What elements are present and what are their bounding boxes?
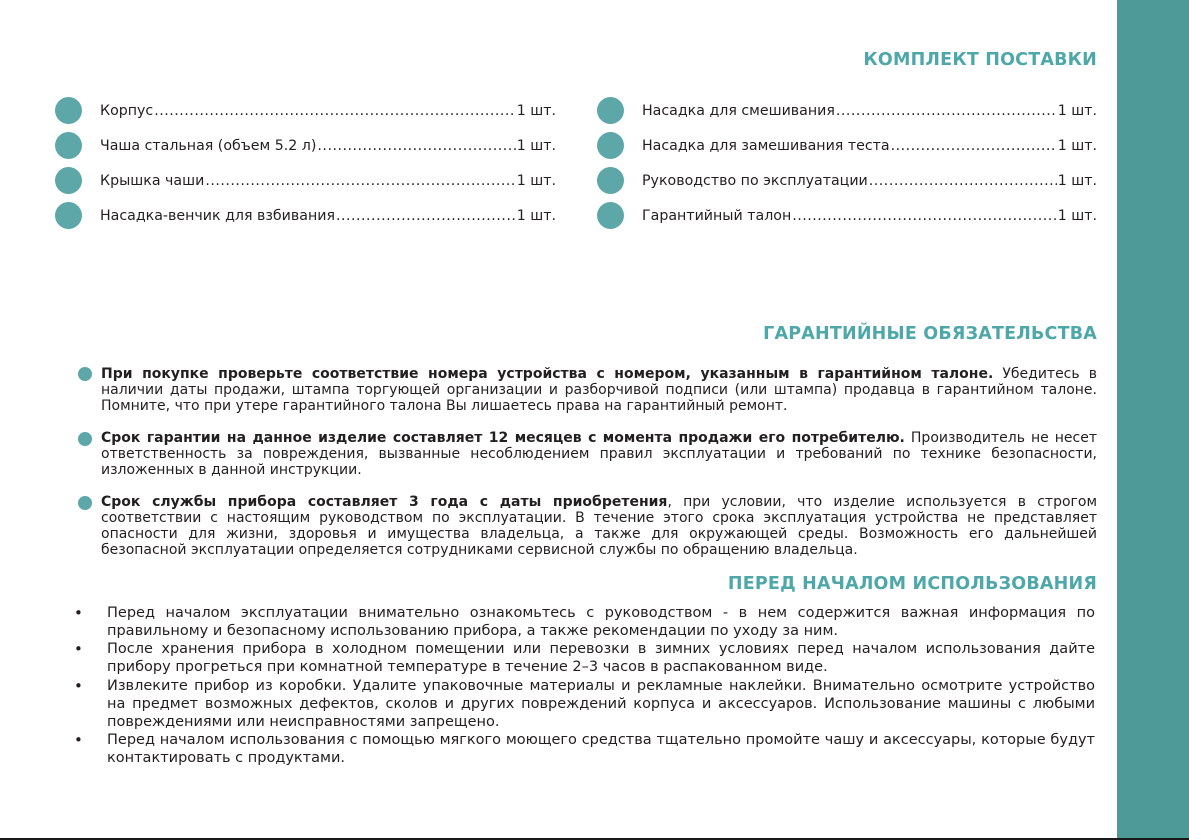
bullet-dot-icon: • (74, 604, 83, 622)
kit-item-name: Корпус (100, 103, 154, 119)
before-use-item: Перед началом использования с помощью мягкого моющего средства тщательно промойте чашу и аксессуары, которые будут контактировать с продуктами. (107, 732, 1095, 766)
kit-item-name: Гарантийный талон (642, 208, 792, 224)
warranty-paragraph-lead: При покупке проверьте соответствие номера устройства с номером, указанным в гарантийном талоне. (101, 366, 994, 382)
kit-item-name: Руководство по эксплуатации (642, 173, 868, 189)
before-use-item: Извлеките прибор из коробки. Удалите упаковочные материалы и рекламные наклейки. Внимательно осмотрите устройство на предмет возможных дефектов, сколов и других повреждений корпуса и аксессуаров. Использование машины с любыми повреждениями или неисправностями запрещено. (107, 678, 1095, 730)
bullet-circle-icon (55, 97, 82, 124)
kit-item (55, 204, 556, 228)
warranty-paragraph (101, 494, 1097, 558)
kit-item-name: Крышка чаши (100, 173, 205, 189)
bullet-circle-icon (55, 132, 82, 159)
dot-leader (836, 99, 1057, 123)
bullet-dot-icon: • (74, 731, 83, 749)
bullet-circle-icon (55, 202, 82, 229)
bullet-dot-icon: • (74, 677, 83, 695)
warranty-heading: ГАРАНТИЙНЫЕ ОБЯЗАТЕЛЬСТВА (763, 324, 1097, 344)
bullet-circle-icon (78, 496, 92, 510)
warranty-paragraph-text: Производитель не несет ответственность за повреждения, вызванные несоблюдением правил эксплуатации и требований по технике безопасности, изложенных в данной инструкции. (101, 430, 1098, 478)
dot-leader (317, 134, 515, 158)
dot-leader (891, 134, 1057, 158)
kit-heading: КОМПЛЕКТ ПОСТАВКИ (863, 50, 1097, 70)
kit-item-qty: 1 шт. (516, 208, 556, 224)
warranty-paragraph-text: Убедитесь в наличии даты продажи, штампа торгующей организации и разборчивой подписи (или штампа) продавца в гарантийном талоне. Помните, что при утере гарантийного талона Вы лишаетесь права на гарантийный ремонт. (101, 366, 1097, 414)
kit-item-name: Насадка-венчик для взбивания (100, 208, 335, 224)
kit-item (55, 99, 556, 123)
dot-leader (336, 204, 516, 228)
dot-leader (205, 169, 515, 193)
bullet-circle-icon (78, 432, 92, 446)
kit-item-qty: 1 шт. (1057, 103, 1097, 119)
bullet-circle-icon (597, 167, 624, 194)
kit-item-qty: 1 шт. (516, 103, 556, 119)
kit-item (597, 204, 1097, 228)
dot-leader (869, 169, 1057, 193)
dot-leader (792, 204, 1056, 228)
bullet-circle-icon (597, 97, 624, 124)
warranty-paragraph (101, 366, 1097, 414)
kit-item-qty: 1 шт. (1057, 208, 1097, 224)
bullet-circle-icon (597, 132, 624, 159)
kit-item-qty: 1 шт. (516, 138, 556, 154)
kit-item-name: Насадка для замешивания теста (642, 138, 890, 154)
bullet-circle-icon (78, 367, 92, 381)
before-use-heading: ПЕРЕД НАЧАЛОМ ИСПОЛЬЗОВАНИЯ (727, 574, 1097, 594)
warranty-paragraph-text: , при условии, что изделие используется в строгом соответствии с настоящим руководством по эксплуатации. В течение этого срока эксплуатация устройства не представляет опасности для жизни, здоровья и имущества владельца, а также для окружающей среды. Возможность его дальнейшей безопасной эксплуатации определяется сотрудниками сервисной службы по обращению владельца. (101, 494, 1098, 558)
dot-leader (154, 99, 515, 123)
before-use-item: После хранения прибора в холодном помещении или перевозки в зимних условиях перед началом использования дайте прибору прогреться при комнатной температуре в течение 2–3 часов в распакованном виде. (107, 641, 1095, 675)
before-use-item: Перед началом эксплуатации внимательно ознакомьтесь с руководством - в нем содержится важная информация по правильному и безопасному использованию прибора, а также рекомендации по уходу за ним. (107, 605, 1095, 639)
kit-item-name: Насадка для смешивания (642, 103, 835, 119)
kit-item (597, 134, 1097, 158)
kit-item (597, 169, 1097, 193)
kit-item-qty: 1 шт. (516, 173, 556, 189)
kit-item (55, 169, 556, 193)
kit-item-name: Чаша стальная (объем 5.2 л) (100, 138, 317, 154)
warranty-paragraph (101, 430, 1097, 478)
kit-item (597, 99, 1097, 123)
warranty-paragraph-lead: Срок гарантии на данное изделие составляет 12 месяцев с момента продажи его потребителю. (101, 430, 905, 446)
bullet-dot-icon: • (74, 640, 83, 658)
bullet-circle-icon (55, 167, 82, 194)
warranty-paragraph-lead: Срок службы прибора составляет 3 года с даты приобретения (101, 494, 668, 510)
sidebar-accent-bar (1117, 0, 1189, 838)
kit-item-qty: 1 шт. (1057, 173, 1097, 189)
bullet-circle-icon (597, 202, 624, 229)
kit-item (55, 134, 556, 158)
kit-item-qty: 1 шт. (1057, 138, 1097, 154)
